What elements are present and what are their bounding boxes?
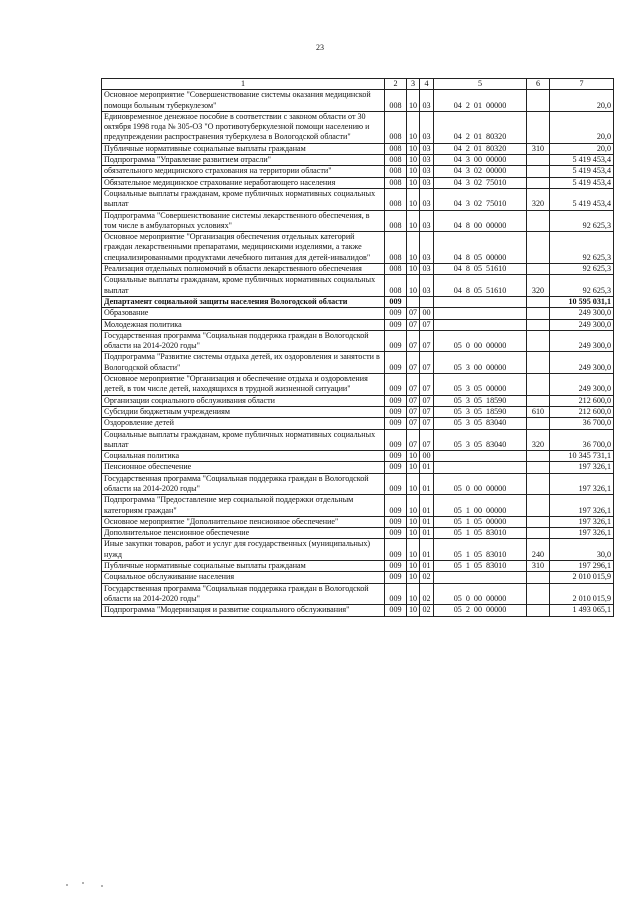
row-ministry-code: 009 [385,418,407,429]
row-subsection-code: 03 [420,166,434,177]
row-expense-type: 310 [527,143,550,154]
row-section-code: 10 [407,561,420,572]
row-target-article: 05 3 05 83040 [434,429,527,451]
row-section-code: 10 [407,232,420,264]
row-name: Обязательное медицинское страхование неработающего населения [102,177,385,188]
row-ministry-code: 009 [385,296,407,307]
row-amount: 92 625,3 [550,232,614,264]
row-ministry-code: 009 [385,528,407,539]
row-amount: 212 600,0 [550,395,614,406]
row-name: Пенсионное обеспечение [102,462,385,473]
row-expense-type: 240 [527,539,550,561]
row-ministry-code: 009 [385,374,407,396]
row-expense-type [527,473,550,495]
table-row [102,374,614,396]
row-ministry-code: 008 [385,210,407,232]
row-section-code: 10 [407,462,420,473]
table-row [102,296,614,307]
row-name: Подпрограмма "Предоставление мер социальной поддержки отдельным категориям граждан" [102,495,385,517]
row-target-article: 05 1 00 00000 [434,495,527,517]
row-subsection-code: 03 [420,177,434,188]
row-amount: 2 010 015,9 [550,572,614,583]
row-target-article: 04 2 01 80320 [434,111,527,143]
row-amount: 197 296,1 [550,561,614,572]
row-subsection-code: 01 [420,473,434,495]
row-name: Социальная политика [102,451,385,462]
row-target-article [434,319,527,330]
row-name: Субсидии бюджетным учреждениям [102,406,385,417]
header-col-2: 2 [385,79,407,90]
row-amount: 36 700,0 [550,418,614,429]
row-amount: 10 595 031,1 [550,296,614,307]
row-name: Оздоровление детей [102,418,385,429]
row-subsection-code: 01 [420,462,434,473]
row-amount: 5 419 453,4 [550,188,614,210]
row-section-code: 10 [407,572,420,583]
row-expense-type [527,232,550,264]
row-ministry-code: 009 [385,539,407,561]
row-name: Публичные нормативные социальные выплаты гражданам [102,561,385,572]
table-row [102,352,614,374]
row-ministry-code: 009 [385,395,407,406]
row-ministry-code: 008 [385,155,407,166]
row-expense-type [527,572,550,583]
row-ministry-code: 009 [385,330,407,352]
row-section-code: 10 [407,155,420,166]
row-name: Социальные выплаты гражданам, кроме публичных нормативных социальных выплат [102,275,385,297]
row-target-article [434,296,527,307]
row-name: Основное мероприятие "Дополнительное пенсионное обеспечение" [102,516,385,527]
row-target-article: 05 3 05 83040 [434,418,527,429]
row-subsection-code: 01 [420,561,434,572]
row-expense-type [527,583,550,605]
row-subsection-code: 03 [420,143,434,154]
table-row [102,473,614,495]
row-target-article: 05 2 00 00000 [434,605,527,616]
row-expense-type [527,308,550,319]
row-subsection-code: 01 [420,516,434,527]
table-row [102,528,614,539]
row-subsection-code: 07 [420,330,434,352]
row-ministry-code: 009 [385,572,407,583]
row-subsection-code: 07 [420,429,434,451]
table-row [102,188,614,210]
row-section-code: 10 [407,516,420,527]
table-row [102,539,614,561]
row-expense-type: 320 [527,275,550,297]
row-subsection-code: 03 [420,275,434,297]
row-subsection-code: 03 [420,188,434,210]
row-name: Основное мероприятие "Организация и обеспечение отдыха и оздоровления детей, в том числе детей, находящихся в трудной жизненной ситуации" [102,374,385,396]
row-target-article [434,572,527,583]
row-section-code: 07 [407,418,420,429]
row-ministry-code: 008 [385,177,407,188]
header-col-5: 5 [434,79,527,90]
row-ministry-code: 009 [385,583,407,605]
row-target-article: 05 0 00 00000 [434,583,527,605]
row-ministry-code: 008 [385,264,407,275]
row-subsection-code: 07 [420,352,434,374]
row-section-code: 10 [407,177,420,188]
row-subsection-code: 02 [420,572,434,583]
row-ministry-code: 009 [385,605,407,616]
row-target-article [434,462,527,473]
row-section-code: 10 [407,188,420,210]
row-section-code: 10 [407,583,420,605]
row-amount: 92 625,3 [550,264,614,275]
row-section-code: 07 [407,308,420,319]
row-target-article [434,451,527,462]
row-name: Подпрограмма "Совершенствование системы лекарственного обеспечения, в том числе в амбулаторных условиях" [102,210,385,232]
row-section-code: 10 [407,495,420,517]
table-row [102,605,614,616]
row-amount: 30,0 [550,539,614,561]
row-name: Подпрограмма "Развитие системы отдыха детей, их оздоровления и занятости в Вологодской области" [102,352,385,374]
row-subsection-code: 01 [420,528,434,539]
margin-marks [60,880,120,892]
row-amount: 2 010 015,9 [550,583,614,605]
row-amount: 249 300,0 [550,330,614,352]
row-ministry-code: 009 [385,451,407,462]
row-amount: 36 700,0 [550,429,614,451]
row-amount: 197 326,1 [550,495,614,517]
row-expense-type [527,462,550,473]
row-section-code: 07 [407,330,420,352]
table-row [102,406,614,417]
row-amount: 5 419 453,4 [550,177,614,188]
row-expense-type [527,374,550,396]
row-section-code: 10 [407,473,420,495]
row-expense-type [527,210,550,232]
row-expense-type: 310 [527,561,550,572]
row-amount: 92 625,3 [550,275,614,297]
row-ministry-code: 009 [385,561,407,572]
table-row [102,418,614,429]
header-col-1: 1 [102,79,385,90]
row-expense-type [527,395,550,406]
table-row [102,561,614,572]
row-ministry-code: 009 [385,429,407,451]
row-expense-type [527,90,550,112]
row-subsection-code: 07 [420,406,434,417]
row-amount: 20,0 [550,111,614,143]
row-name: Социальные выплаты гражданам, кроме публичных нормативных социальных выплат [102,429,385,451]
row-target-article: 04 8 00 00000 [434,210,527,232]
row-subsection-code: 03 [420,232,434,264]
row-name: Подпрограмма "Управление развитием отрасли" [102,155,385,166]
table-row [102,308,614,319]
row-target-article: 04 3 02 75010 [434,177,527,188]
row-amount: 249 300,0 [550,374,614,396]
row-subsection-code: 00 [420,308,434,319]
table-row [102,462,614,473]
row-name: Организации социального обслуживания области [102,395,385,406]
row-subsection-code: 07 [420,395,434,406]
row-amount: 10 345 731,1 [550,451,614,462]
row-name: Подпрограмма "Модернизация и развитие социального обслуживания" [102,605,385,616]
row-subsection-code: 00 [420,451,434,462]
row-expense-type: 610 [527,406,550,417]
table-row [102,395,614,406]
row-expense-type [527,296,550,307]
row-ministry-code: 008 [385,232,407,264]
table-row [102,210,614,232]
row-name: Молодежная политика [102,319,385,330]
row-subsection-code: 03 [420,264,434,275]
header-col-6: 6 [527,79,550,90]
row-section-code: 10 [407,143,420,154]
table-row [102,264,614,275]
row-ministry-code: 008 [385,143,407,154]
row-section-code: 10 [407,539,420,561]
page-number: 23 [316,43,324,52]
table-row [102,275,614,297]
row-name: Основное мероприятие "Совершенствование системы оказания медицинской помощи больным туберкулезом" [102,90,385,112]
row-ministry-code: 009 [385,462,407,473]
table-row [102,232,614,264]
table-header-row [102,79,614,90]
table-row [102,451,614,462]
row-ministry-code: 008 [385,166,407,177]
table-row [102,155,614,166]
row-subsection-code: 01 [420,539,434,561]
row-expense-type [527,177,550,188]
table-row [102,572,614,583]
row-section-code: 10 [407,264,420,275]
row-name: Дополнительное пенсионное обеспечение [102,528,385,539]
row-amount: 249 300,0 [550,319,614,330]
row-ministry-code: 009 [385,352,407,374]
table-row [102,583,614,605]
row-name: Социальное обслуживание населения [102,572,385,583]
row-target-article: 05 0 00 00000 [434,330,527,352]
row-amount: 92 625,3 [550,210,614,232]
row-target-article: 04 8 05 51610 [434,264,527,275]
row-section-code: 10 [407,111,420,143]
row-subsection-code: 02 [420,583,434,605]
row-ministry-code: 009 [385,319,407,330]
row-amount: 20,0 [550,90,614,112]
row-expense-type [527,264,550,275]
row-ministry-code: 008 [385,188,407,210]
row-name: Государственная программа "Социальная поддержка граждан в Вологодской области на 2014-2020 годы" [102,583,385,605]
header-col-3: 3 [407,79,420,90]
row-target-article: 04 8 05 00000 [434,232,527,264]
row-section-code: 07 [407,429,420,451]
row-name: Реализация отдельных полномочий в области лекарственного обеспечения [102,264,385,275]
row-target-article: 05 1 05 83010 [434,528,527,539]
row-amount: 197 326,1 [550,528,614,539]
row-amount: 249 300,0 [550,308,614,319]
row-expense-type [527,330,550,352]
row-name: Публичные нормативные социальные выплаты гражданам [102,143,385,154]
row-subsection-code: 03 [420,155,434,166]
row-subsection-code: 07 [420,418,434,429]
row-section-code: 10 [407,275,420,297]
row-expense-type [527,166,550,177]
row-section-code: 07 [407,352,420,374]
row-section-code [407,296,420,307]
header-col-4: 4 [420,79,434,90]
row-subsection-code [420,296,434,307]
row-amount: 197 326,1 [550,462,614,473]
row-target-article: 04 3 02 00000 [434,166,527,177]
table-row [102,429,614,451]
row-subsection-code: 03 [420,90,434,112]
row-section-code: 10 [407,605,420,616]
row-subsection-code: 07 [420,374,434,396]
row-expense-type [527,495,550,517]
row-name: Образование [102,308,385,319]
row-ministry-code: 009 [385,308,407,319]
row-target-article: 05 1 05 83010 [434,561,527,572]
table-row [102,177,614,188]
row-subsection-code: 03 [420,210,434,232]
row-target-article: 04 8 05 51610 [434,275,527,297]
row-target-article: 05 3 05 18590 [434,406,527,417]
row-target-article: 05 1 05 00000 [434,516,527,527]
row-target-article: 05 3 05 00000 [434,374,527,396]
row-target-article [434,308,527,319]
row-subsection-code: 07 [420,319,434,330]
row-ministry-code: 009 [385,473,407,495]
row-ministry-code: 009 [385,516,407,527]
row-target-article: 05 3 05 18590 [434,395,527,406]
row-section-code: 07 [407,319,420,330]
row-name: Социальные выплаты гражданам, кроме публичных нормативных социальных выплат [102,188,385,210]
row-ministry-code: 008 [385,90,407,112]
row-section-code: 10 [407,90,420,112]
table-row [102,319,614,330]
row-ministry-code: 008 [385,111,407,143]
table-row [102,516,614,527]
table-row [102,166,614,177]
table-row [102,111,614,143]
table-row [102,330,614,352]
row-section-code: 07 [407,406,420,417]
row-expense-type: 320 [527,188,550,210]
row-name: Иные закупки товаров, работ и услуг для государственных (муниципальных) нужд [102,539,385,561]
budget-table [101,78,614,617]
row-name: Единовременное денежное пособие в соответствии с законом области от 30 октября 1998 года № 305-ОЗ "О противотуберкулезной помощи населению и предупреждении распространения туберкулеза в Вологодской области" [102,111,385,143]
row-amount: 197 326,1 [550,473,614,495]
row-target-article: 04 3 00 00000 [434,155,527,166]
row-name: обязательного медицинского страхования на территории области" [102,166,385,177]
row-target-article: 05 1 05 83010 [434,539,527,561]
row-expense-type [527,451,550,462]
row-expense-type [527,528,550,539]
row-name: Департамент социальной защиты населения Вологодской области [102,296,385,307]
table-row [102,495,614,517]
row-expense-type [527,319,550,330]
row-subsection-code: 02 [420,605,434,616]
row-ministry-code: 009 [385,406,407,417]
row-name: Основное мероприятие "Организация обеспечения отдельных категорий граждан лекарственными препаратами, медицинскими изделиями, а также специализированными продуктами лечебного питания для детей-инвалидов" [102,232,385,264]
row-expense-type [527,352,550,374]
row-amount: 20,0 [550,143,614,154]
table-row [102,90,614,112]
row-section-code: 07 [407,395,420,406]
row-expense-type [527,418,550,429]
row-amount: 5 419 453,4 [550,155,614,166]
row-amount: 197 326,1 [550,516,614,527]
row-target-article: 05 3 00 00000 [434,352,527,374]
row-expense-type [527,605,550,616]
row-amount: 1 493 065,1 [550,605,614,616]
row-section-code: 10 [407,166,420,177]
row-expense-type [527,111,550,143]
row-ministry-code: 008 [385,275,407,297]
header-col-7: 7 [550,79,614,90]
row-section-code: 10 [407,528,420,539]
row-amount: 5 419 453,4 [550,166,614,177]
row-expense-type [527,155,550,166]
row-subsection-code: 03 [420,111,434,143]
table-row [102,143,614,154]
row-target-article: 04 2 01 00000 [434,90,527,112]
row-amount: 249 300,0 [550,352,614,374]
row-name: Государственная программа "Социальная поддержка граждан в Вологодской области на 2014-2020 годы" [102,330,385,352]
row-section-code: 10 [407,451,420,462]
row-target-article: 05 0 00 00000 [434,473,527,495]
row-ministry-code: 009 [385,495,407,517]
row-expense-type: 320 [527,429,550,451]
row-subsection-code: 01 [420,495,434,517]
row-target-article: 04 3 02 75010 [434,188,527,210]
row-amount: 212 600,0 [550,406,614,417]
row-name: Государственная программа "Социальная поддержка граждан в Вологодской области на 2014-2020 годы" [102,473,385,495]
row-target-article: 04 2 01 80320 [434,143,527,154]
row-section-code: 10 [407,210,420,232]
row-expense-type [527,516,550,527]
row-section-code: 07 [407,374,420,396]
